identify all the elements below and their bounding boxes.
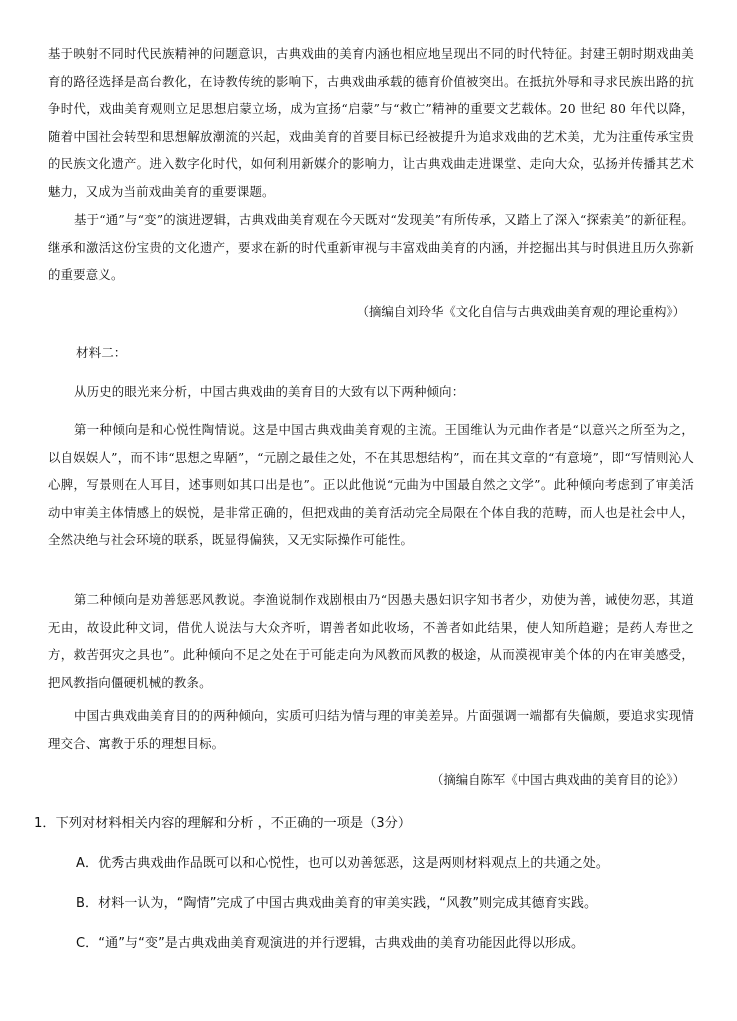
option-b: B．材料一认为，“陶情”完成了中国古典戏曲美育的审美实践，“风教”则完成其德育实践。	[76, 896, 598, 911]
question-stem: 1．下列对材料相关内容的理解和分析 ，不正确的一项是（3分）	[34, 816, 412, 831]
paragraph-era-features: 基于映射不同时代民族精神的问题意识，古典戏曲的美育内涵也相应地呈现出不同的时代特征。封建王朝时期戏曲美育的路径选择是高台教化，在诗教传统的影响下，古典戏曲承载的德育价值被突出。在抵抗外辱和寻求民族出路的抗争时代，戏曲美育观则立足思想启蒙立场，成为宣扬“启蒙”与“救亡”精神的重要文艺载体。20 世纪 80 年代以降，随着中国社会转型和思想解放潮流的兴起，戏曲美育的首要目标已经被提升为追求戏曲的艺术美，尤为注重传承宝贵的民族文化遗产。进入数字化时代，如何利用新媒介的影响力，让古典戏曲走进课堂、走向大众，弘扬并传播其艺术魅力，又成为当前戏曲美育的重要课题。	[48, 46, 694, 199]
paragraph-tendency-two: 第二种倾向是劝善惩恶风教说。李渔说制作戏剧根由乃“因愚夫愚妇识字知书者少，劝使为善，诫使勿恶，其道无由，故设此种文词，借优人说法与大众齐听，谓善者如此收场，不善者如此结果，使人知所趋避；是药人寿世之方，救苦弭灾之具也”。此种倾向不足之处在于可能走向为风教而风教的极途，从而漠视审美个体的内在审美感受，把风教指向僵硬机械的教条。	[48, 592, 694, 690]
paragraph-tong-bian: 基于“通”与“变”的演进逻辑，古典戏曲美育观在今天既对“发现美”有所传承，又踏上了深入“探索美”的新征程。继承和激活这份宝贵的文化遗产，要求在新的时代重新审视与丰富戏曲美育的内涵，并挖掘出其与时俱进且历久弥新的重要意义。	[48, 212, 694, 283]
citation-material-two: （摘编自陈军《中国古典戏曲的美育目的论》）	[430, 772, 685, 787]
material-two-label: 材料二：	[76, 345, 127, 360]
paragraph-conclusion: 中国古典戏曲美育目的的两种倾向，实质可归结为情与理的审美差异。片面强调一端都有失偏颇，要追求实现情理交合、寓教于乐的理想目标。	[48, 708, 694, 751]
paragraph-tendency-one: 第一种倾向是和心悦性陶情说。这是中国古典戏曲美育观的主流。王国维认为元曲作者是“以意兴之所至为之，以自娱娱人”，而不讳“思想之卑陋”，“元剧之最佳之处，不在其思想结构”，而在其文章的“有意境”，即“写情则沁人心脾，写景则在人耳目，述事则如其口出是也”。正以此他说“元曲为中国最自然之文学”。此种倾向考虑到了审美活动中审美主体情感上的娱悦，是非常正确的，但把戏曲的美育活动完全局限在个体自我的范畴，而人也是社会中人，全然决绝与社会环境的联系，既显得偏狭，又无实际操作可能性。	[48, 422, 694, 548]
citation-material-one: （摘编自刘玲华《文化自信与古典戏曲美育观的理论重构》）	[356, 304, 685, 319]
paragraph-intro-two-tendencies: 从历史的眼光来分析，中国古典戏曲的美育目的大致有以下两种倾向：	[74, 384, 465, 399]
option-a: A．优秀古典戏曲作品既可以和心悦性，也可以劝善惩恶，这是两则材料观点上的共通之处。	[76, 856, 609, 871]
option-c: C．“通”与“变”是古典戏曲美育观演进的并行逻辑，古典戏曲的美育功能因此得以形成。	[76, 936, 585, 951]
